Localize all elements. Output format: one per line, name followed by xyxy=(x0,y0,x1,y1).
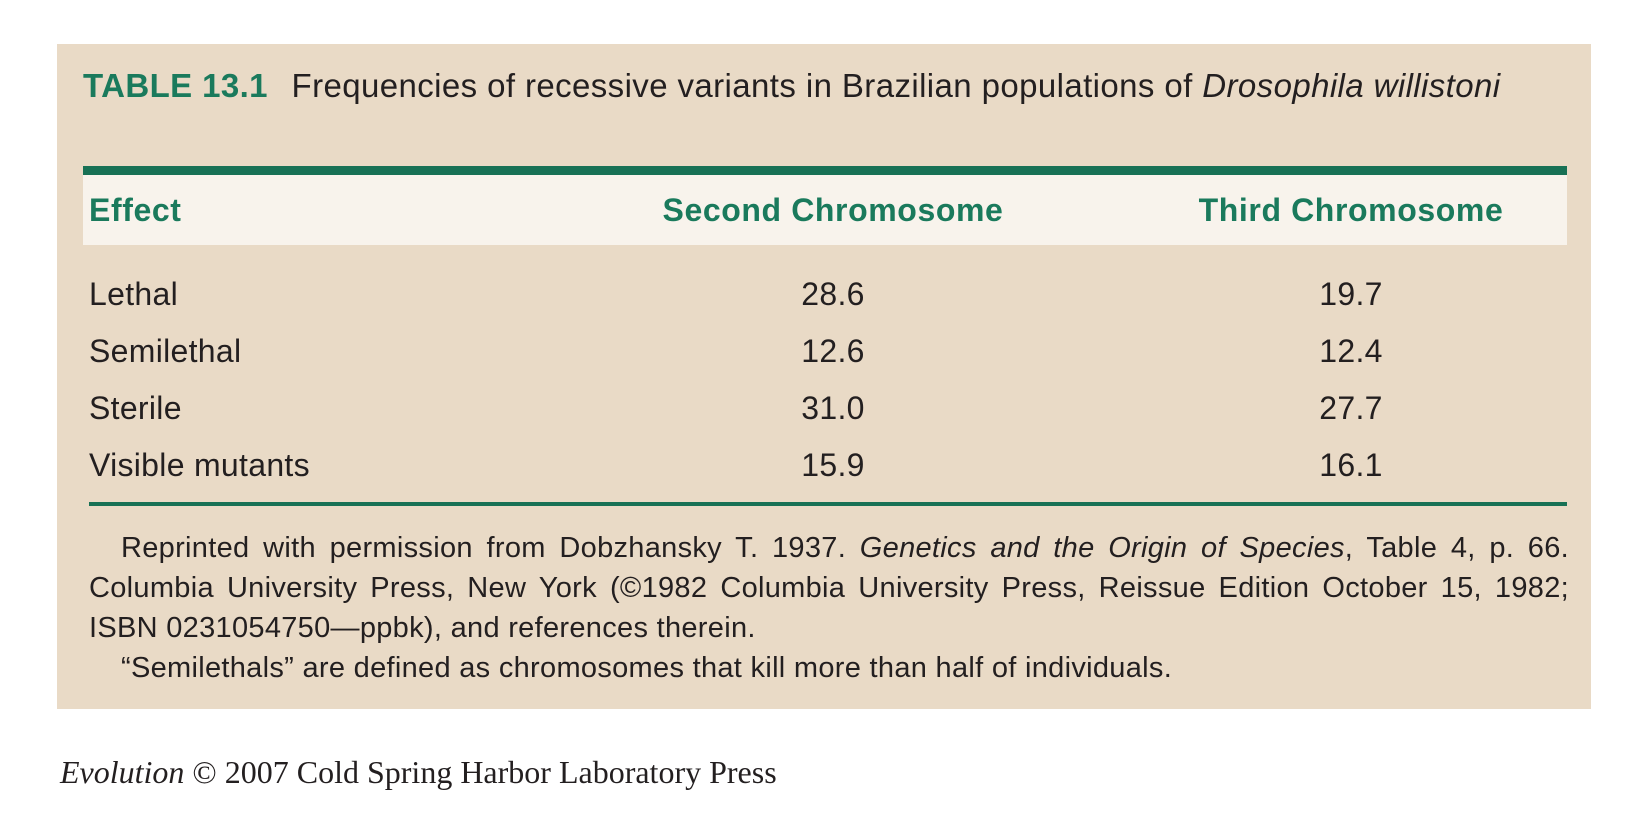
cell-third-chromosome: 19.7 xyxy=(1319,276,1383,312)
cell-second-chromosome: 12.6 xyxy=(801,333,865,369)
cell-second-chromosome: 28.6 xyxy=(801,276,865,312)
cell-effect: Visible mutants xyxy=(89,447,310,483)
table-header xyxy=(83,175,1567,245)
table-caption xyxy=(83,62,1503,110)
table-title: Frequencies of recessive variants in Brazilian populations of xyxy=(291,67,1193,104)
cell-second-chromosome: 31.0 xyxy=(801,390,865,426)
definition-note: “Semilethals” are defined as chromosomes that kill more than half of individuals. xyxy=(121,652,1173,684)
source-prefix: Reprinted with permission from Dobzhansky T. 1937. xyxy=(121,532,847,564)
table-row xyxy=(83,323,1567,380)
cell-second-chromosome: 15.9 xyxy=(801,447,865,483)
cell-third-chromosome: 16.1 xyxy=(1319,447,1383,483)
table-top-rule xyxy=(83,166,1567,175)
cell-effect: Lethal xyxy=(89,276,178,312)
credit-book: Evolution xyxy=(60,754,185,790)
table-bottom-rule xyxy=(89,502,1567,506)
table-label: TABLE 13.1 xyxy=(83,67,268,104)
table-footnotes xyxy=(89,528,1569,688)
copyright-credit xyxy=(60,750,777,794)
cell-third-chromosome: 27.7 xyxy=(1319,390,1383,426)
column-header-effect: Effect xyxy=(89,192,182,228)
table-body xyxy=(83,266,1567,494)
table-row xyxy=(83,380,1567,437)
column-header-third-chromosome: Third Chromosome xyxy=(1198,192,1504,228)
source-note xyxy=(89,528,1569,648)
credit-rest: © 2007 Cold Spring Harbor Laboratory Press xyxy=(184,754,777,790)
table-row xyxy=(83,266,1567,323)
table-title-species: Drosophila willistoni xyxy=(1202,67,1501,104)
table-row xyxy=(83,437,1567,494)
cell-effect: Sterile xyxy=(89,390,182,426)
source-suffix: , Table 4, p. 66. Columbia University Press, New York (©1982 Columbia University Press, Reissue Edition October 15, 1982; ISBN 0231054750—ppbk), and references therein. xyxy=(89,532,1570,644)
cell-effect: Semilethal xyxy=(89,333,242,369)
column-header-second-chromosome: Second Chromosome xyxy=(662,192,1004,228)
table-panel xyxy=(57,44,1591,709)
cell-third-chromosome: 12.4 xyxy=(1319,333,1383,369)
source-book-title: Genetics and the Origin of Species xyxy=(859,532,1345,564)
